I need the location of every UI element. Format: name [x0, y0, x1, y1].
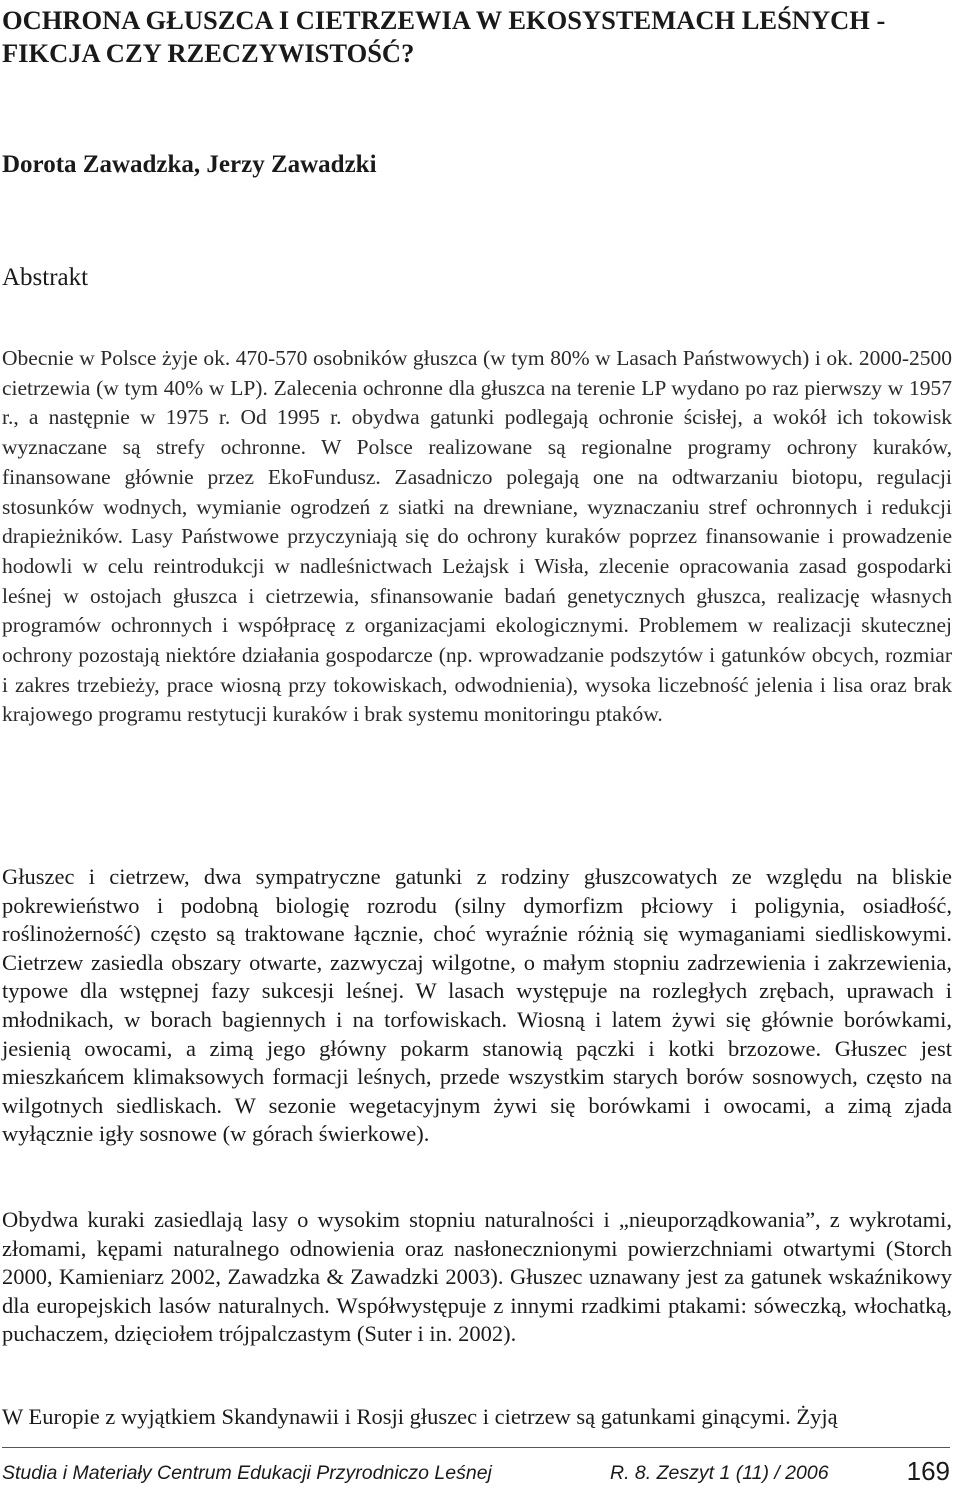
article-title: OCHRONA GŁUSZCA I CIETRZEWIA W EKOSYSTEMACH LEŚNYCH - FIKCJA CZY RZECZYWISTOŚĆ? [2, 5, 886, 68]
abstract-heading: Abstrakt [2, 264, 89, 291]
body-paragraph: W Europie z wyjątkiem Skandynawii i Rosji głuszec i cietrzew są gatunkami ginącymi. Żyją [2, 1404, 838, 1429]
footer-issue: R. 8. Zeszyt 1 (11) / 2006 [610, 1462, 829, 1484]
page-number: 169 [906, 1456, 950, 1486]
footer-divider [2, 1447, 950, 1448]
footer-journal-name: Studia i Materiały Centrum Edukacji Przyrodniczo Leśnej [2, 1462, 492, 1484]
abstract-text: Obecnie w Polsce żyje ok. 470-570 osobników głuszca (w tym 80% w Lasach Państwowych) i ok. 2000-2500 cietrzewia (w tym 40% w LP). Zalecenia ochronne dla głuszca na terenie LP wydano po raz pierwszy w 1957 r., a następnie w 1975 r. Od 1995 r. obydwa gatunki podlegają ochronie ścisłej, a wokół ich tokowisk wyznaczane są strefy ochronne. W Polsce realizowane są regionalne programy ochrony kuraków, finansowane głównie przez EkoFundusz. Zasadniczo polegają one na odtwarzaniu biotopu, regulacji stosunków wodnych, wymianie ogrodzeń z siatki na drewniane, wyznaczaniu stref ochronnych i redukcji drapieżników. Lasy Państwowe przyczyniają się do ochrony kuraków poprzez finansowanie i prowadzenie hodowli w celu reintrodukcji w nadleśnictwach Leżajsk i Wisła, zlecenie opracowania zasad gospodarki leśnej w ostojach głuszca i cietrzewia, sfinansowanie badań genetycznych głuszca, realizację własnych programów ochronnych i współpracę z organizacjami ekologicznymi. Problemem w realizacji skutecznej ochrony pozostają niektóre działania gospodarcze (np. wprowadzanie podszytów i gatunków obcych, rozmiar i zakres trzebieży, prace wiosną przy tokowiskach, odwodnienia), wysoka liczebność jelenia i lisa oraz brak krajowego programu restytucji kuraków i brak systemu monitoringu ptaków. [2, 346, 952, 727]
article-authors: Dorota Zawadzka, Jerzy Zawadzki [2, 151, 377, 178]
body-paragraph: Głuszec i cietrzew, dwa sympatryczne gatunki z rodziny głuszcowatych ze względu na bliskie pokrewieństwo i podobną biologię rozrodu (silny dymorfizm płciowy i poligynia, osiadłość, roślinożerność) często są traktowane łącznie, choć wyraźnie różnią się wymaganiami siedliskowymi. Cietrzew zasiedla obszary otwarte, zazwyczaj wilgotne, o małym stopniu zadrzewienia i zakrzewienia, typowe dla wstępnej fazy sukcesji leśnej. W lasach występuje na rozległych zrębach, uprawach i młodnikach, w borach bagiennych i na torfowiskach. Wiosną i latem żywi się głównie borówkami, jesienią owocami, a zimą jego główny pokarm stanowią pączki i kotki brzozowe. Głuszec jest mieszkańcem klimaksowych formacji leśnych, przede wszystkim starych borów sosnowych, często na wilgotnych siedliskach. W sezonie wegetacyjnym żywi się borówkami i owocami, a zimą zjada wyłącznie igły sosnowe (w górach świerkowe). [2, 864, 952, 1147]
page-footer [2, 1456, 952, 1488]
body-paragraph: Obydwa kuraki zasiedlają lasy o wysokim stopniu naturalności i „nieuporządkowania”, z wykrotami, złomami, kępami naturalnego odnowienia oraz nasłonecznionymi powierzchniami otwartymi (Storch 2000, Kamieniarz 2002, Zawadzka & Zawadzki 2003). Głuszec uznawany jest za gatunek wskaźnikowy dla europejskich lasów naturalnych. Współwystępuje z innymi rzadkimi ptakami: sóweczką, włochatką, puchaczem, dzięciołem trójpalczastym (Suter i in. 2002). [2, 1207, 952, 1347]
